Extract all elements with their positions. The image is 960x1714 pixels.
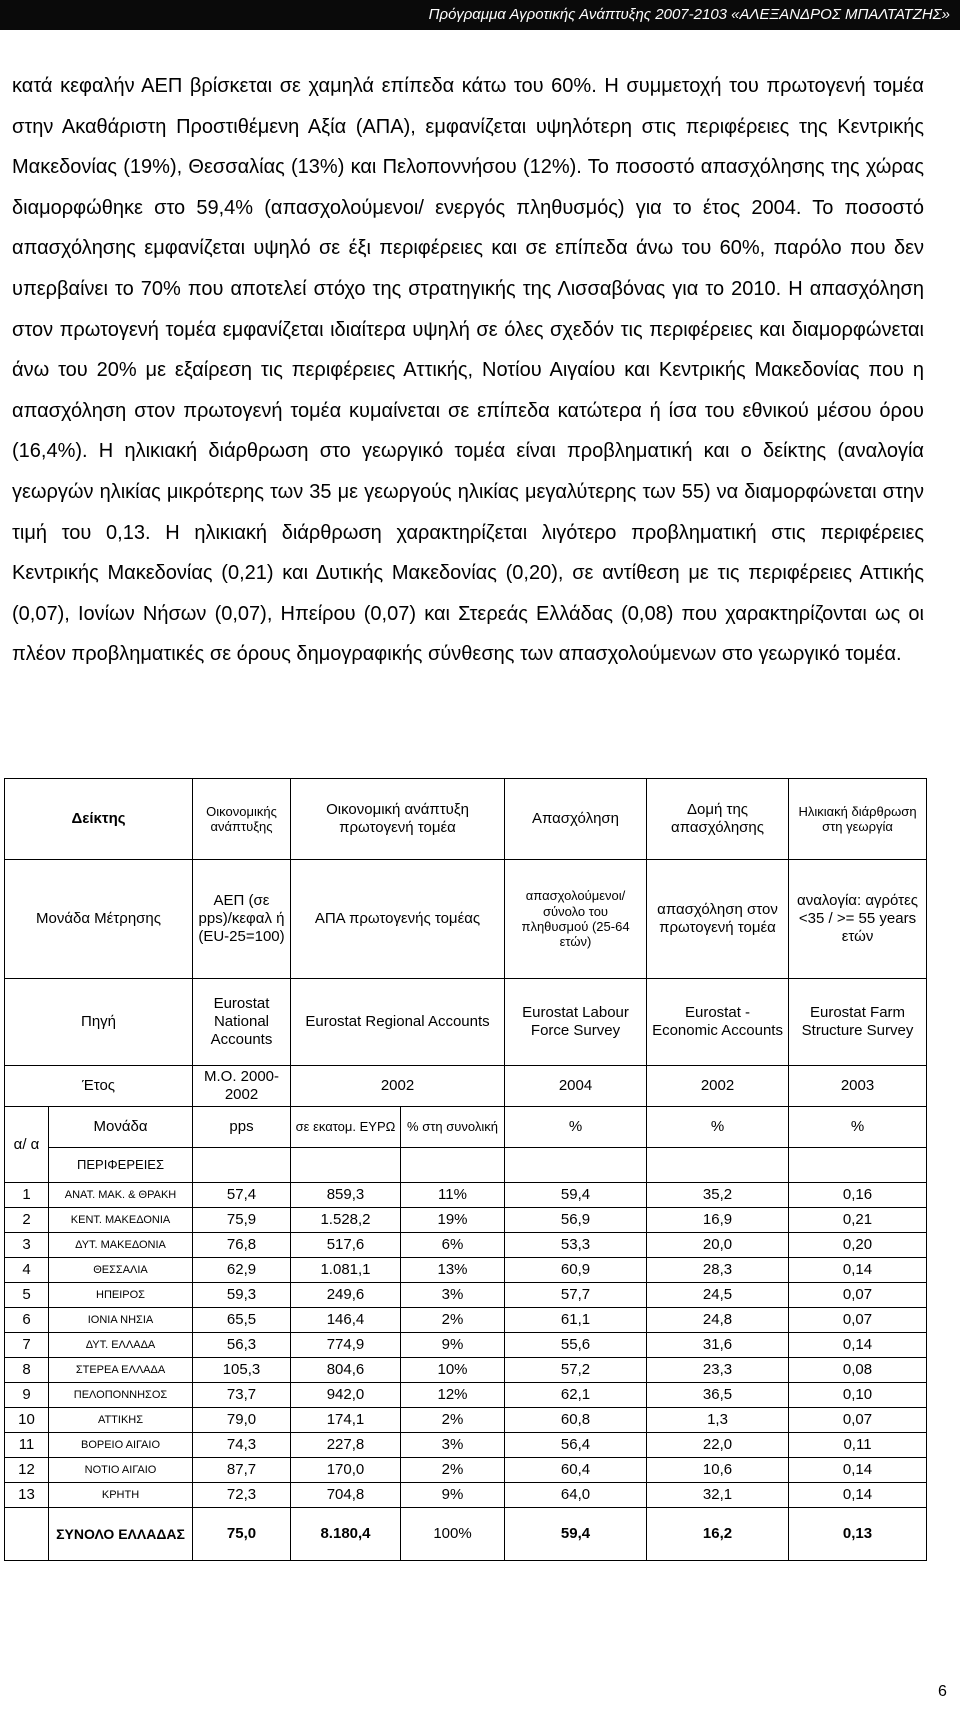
total-label: ΣΥΝΟΛΟ ΕΛΛΑΔΑΣ xyxy=(49,1508,193,1561)
row-index: 10 xyxy=(5,1408,49,1433)
table-row xyxy=(5,1283,927,1308)
page-number: 6 xyxy=(938,1683,947,1700)
c4-unit: % xyxy=(505,1107,647,1148)
c2-unit: σε εκατομ. ΕΥΡΩ xyxy=(291,1107,401,1148)
header-row-source xyxy=(5,979,927,1066)
table-row xyxy=(5,1183,927,1208)
row-v5: 23,3 xyxy=(647,1358,789,1383)
row-v6: 0,14 xyxy=(789,1333,927,1358)
total-v1: 75,0 xyxy=(193,1508,291,1561)
row-region: ΔΥΤ. ΜΑΚΕΔΟΝΙΑ xyxy=(49,1233,193,1258)
header-title: Πρόγραμμα Αγροτικής Ανάπτυξης 2007-2103 «ΑΛΕΞΑΝΔΡΟΣ ΜΠΑΛΤΑΤΖΗΣ» xyxy=(428,6,950,23)
row-region: ΠΕΛΟΠΟΝΝΗΣΟΣ xyxy=(49,1383,193,1408)
row-v6: 0,14 xyxy=(789,1458,927,1483)
label-unit-measure: Μονάδα Μέτρησης xyxy=(5,860,193,979)
empty-cell xyxy=(647,1148,789,1183)
c5-source: Eurostat - Economic Accounts xyxy=(647,979,789,1066)
row-v6: 0,11 xyxy=(789,1433,927,1458)
empty-cell xyxy=(505,1148,647,1183)
regional-indicators-table xyxy=(4,778,927,1561)
row-region: ΗΠΕΙΡΟΣ xyxy=(49,1283,193,1308)
row-v3: 13% xyxy=(401,1258,505,1283)
row-v4: 53,3 xyxy=(505,1233,647,1258)
row-v2: 1.081,1 xyxy=(291,1258,401,1283)
row-v6: 0,07 xyxy=(789,1308,927,1333)
label-regions: ΠΕΡΙΦΕΡΕΙΕΣ xyxy=(49,1148,193,1183)
row-v1: 56,3 xyxy=(193,1333,291,1358)
row-v1: 87,7 xyxy=(193,1458,291,1483)
row-v2: 1.528,2 xyxy=(291,1208,401,1233)
c6-year: 2003 xyxy=(789,1066,927,1107)
row-v4: 57,7 xyxy=(505,1283,647,1308)
row-v5: 28,3 xyxy=(647,1258,789,1283)
row-v5: 32,1 xyxy=(647,1483,789,1508)
row-region: ΙΟΝΙΑ ΝΗΣΙΑ xyxy=(49,1308,193,1333)
row-index: 1 xyxy=(5,1183,49,1208)
row-index: 3 xyxy=(5,1233,49,1258)
row-region: ΑΝΑΤ. ΜΑΚ. & ΘΡΑΚΗ xyxy=(49,1183,193,1208)
row-index: 6 xyxy=(5,1308,49,1333)
row-v1: 59,3 xyxy=(193,1283,291,1308)
c23-source: Eurostat Regional Accounts xyxy=(291,979,505,1066)
c6-source: Eurostat Farm Structure Survey xyxy=(789,979,927,1066)
row-v5: 1,3 xyxy=(647,1408,789,1433)
row-v6: 0,07 xyxy=(789,1408,927,1433)
row-index: 12 xyxy=(5,1458,49,1483)
table-row xyxy=(5,1433,927,1458)
table-row xyxy=(5,1308,927,1333)
c1-source: Eurostat National Accounts xyxy=(193,979,291,1066)
c4-year: 2004 xyxy=(505,1066,647,1107)
row-v4: 62,1 xyxy=(505,1383,647,1408)
row-v1: 76,8 xyxy=(193,1233,291,1258)
c4-source: Eurostat Labour Force Survey xyxy=(505,979,647,1066)
total-v4: 59,4 xyxy=(505,1508,647,1561)
row-v5: 24,5 xyxy=(647,1283,789,1308)
table-row xyxy=(5,1458,927,1483)
row-v3: 2% xyxy=(401,1408,505,1433)
header-row-year xyxy=(5,1066,927,1107)
total-v3: 100% xyxy=(401,1508,505,1561)
row-region: ΒΟΡΕΙΟ ΑΙΓΑΙΟ xyxy=(49,1433,193,1458)
row-v4: 60,4 xyxy=(505,1458,647,1483)
row-v6: 0,21 xyxy=(789,1208,927,1233)
row-v4: 57,2 xyxy=(505,1358,647,1383)
row-v5: 35,2 xyxy=(647,1183,789,1208)
row-region: ΑΤΤΙΚΗΣ xyxy=(49,1408,193,1433)
header-row-unit-measure xyxy=(5,860,927,979)
label-indicator: Δείκτης xyxy=(5,779,193,860)
c6-unit-measure: αναλογία: αγρότες <35 / >= 55 years ετών xyxy=(789,860,927,979)
row-v3: 11% xyxy=(401,1183,505,1208)
row-v1: 72,3 xyxy=(193,1483,291,1508)
row-index: 7 xyxy=(5,1333,49,1358)
row-region: ΝΟΤΙΟ ΑΙΓΑΙΟ xyxy=(49,1458,193,1483)
row-v1: 75,9 xyxy=(193,1208,291,1233)
row-v2: 704,8 xyxy=(291,1483,401,1508)
c1-year: Μ.Ο. 2000-2002 xyxy=(193,1066,291,1107)
row-v1: 57,4 xyxy=(193,1183,291,1208)
row-v6: 0,14 xyxy=(789,1258,927,1283)
c5-unit: % xyxy=(647,1107,789,1148)
row-v1: 62,9 xyxy=(193,1258,291,1283)
row-v1: 105,3 xyxy=(193,1358,291,1383)
c4-unit-measure: απασχολούμενοι/ σύνολο του πληθυσμού (25-64 ετών) xyxy=(505,860,647,979)
row-v2: 170,0 xyxy=(291,1458,401,1483)
row-v2: 774,9 xyxy=(291,1333,401,1358)
row-v3: 2% xyxy=(401,1308,505,1333)
row-v6: 0,20 xyxy=(789,1233,927,1258)
row-v5: 36,5 xyxy=(647,1383,789,1408)
row-v3: 3% xyxy=(401,1433,505,1458)
row-v3: 3% xyxy=(401,1283,505,1308)
empty-cell xyxy=(5,1508,49,1561)
total-v5: 16,2 xyxy=(647,1508,789,1561)
row-v2: 942,0 xyxy=(291,1383,401,1408)
row-v4: 59,4 xyxy=(505,1183,647,1208)
total-v6: 0,13 xyxy=(789,1508,927,1561)
row-v5: 20,0 xyxy=(647,1233,789,1258)
empty-cell xyxy=(291,1148,401,1183)
empty-cell xyxy=(401,1148,505,1183)
empty-cell xyxy=(789,1148,927,1183)
row-v4: 60,9 xyxy=(505,1258,647,1283)
row-v6: 0,14 xyxy=(789,1483,927,1508)
row-v4: 56,9 xyxy=(505,1208,647,1233)
c5-unit-measure: απασχόληση στον πρωτογενή τομέα xyxy=(647,860,789,979)
row-v3: 12% xyxy=(401,1383,505,1408)
row-v3: 6% xyxy=(401,1233,505,1258)
row-v4: 64,0 xyxy=(505,1483,647,1508)
table-total-row xyxy=(5,1508,927,1561)
row-v6: 0,10 xyxy=(789,1383,927,1408)
label-aa: α/ α xyxy=(5,1107,49,1183)
row-v6: 0,08 xyxy=(789,1358,927,1383)
total-v2: 8.180,4 xyxy=(291,1508,401,1561)
row-v2: 227,8 xyxy=(291,1433,401,1458)
row-index: 5 xyxy=(5,1283,49,1308)
row-index: 11 xyxy=(5,1433,49,1458)
row-v4: 60,8 xyxy=(505,1408,647,1433)
row-v3: 19% xyxy=(401,1208,505,1233)
row-v1: 73,7 xyxy=(193,1383,291,1408)
row-v6: 0,16 xyxy=(789,1183,927,1208)
table-row xyxy=(5,1408,927,1433)
header-row-indicator xyxy=(5,779,927,860)
table-row xyxy=(5,1208,927,1233)
row-v2: 804,6 xyxy=(291,1358,401,1383)
c23-year: 2002 xyxy=(291,1066,505,1107)
row-v4: 61,1 xyxy=(505,1308,647,1333)
row-v1: 74,3 xyxy=(193,1433,291,1458)
row-v5: 10,6 xyxy=(647,1458,789,1483)
c23-indicator: Οικονομική ανάπτυξη πρωτογενή τομέα xyxy=(291,779,505,860)
row-index: 4 xyxy=(5,1258,49,1283)
row-region: ΚΕΝΤ. ΜΑΚΕΔΟΝΙΑ xyxy=(49,1208,193,1233)
row-v5: 16,9 xyxy=(647,1208,789,1233)
table-row xyxy=(5,1383,927,1408)
table-row xyxy=(5,1333,927,1358)
row-v2: 249,6 xyxy=(291,1283,401,1308)
row-v2: 146,4 xyxy=(291,1308,401,1333)
header-row-unit xyxy=(5,1107,927,1148)
c6-unit: % xyxy=(789,1107,927,1148)
row-v6: 0,07 xyxy=(789,1283,927,1308)
row-v3: 9% xyxy=(401,1483,505,1508)
table-row xyxy=(5,1258,927,1283)
row-v1: 65,5 xyxy=(193,1308,291,1333)
row-v5: 24,8 xyxy=(647,1308,789,1333)
row-v3: 2% xyxy=(401,1458,505,1483)
c5-indicator: Δομή της απασχόλησης xyxy=(647,779,789,860)
row-region: ΚΡΗΤΗ xyxy=(49,1483,193,1508)
document-header xyxy=(0,0,960,30)
row-index: 2 xyxy=(5,1208,49,1233)
row-index: 9 xyxy=(5,1383,49,1408)
row-v3: 9% xyxy=(401,1333,505,1358)
table-row xyxy=(5,1483,927,1508)
row-region: ΔΥΤ. ΕΛΛΑΔΑ xyxy=(49,1333,193,1358)
table-row xyxy=(5,1358,927,1383)
row-region: ΣΤΕΡΕΑ ΕΛΛΑΔΑ xyxy=(49,1358,193,1383)
row-v2: 517,6 xyxy=(291,1233,401,1258)
c1-unit: pps xyxy=(193,1107,291,1148)
row-v1: 79,0 xyxy=(193,1408,291,1433)
label-unit: Μονάδα xyxy=(49,1107,193,1148)
row-v5: 31,6 xyxy=(647,1333,789,1358)
row-index: 8 xyxy=(5,1358,49,1383)
c6-indicator: Ηλικιακή διάρθρωση στη γεωργία xyxy=(789,779,927,860)
row-index: 13 xyxy=(5,1483,49,1508)
table-row xyxy=(5,1233,927,1258)
label-year: Έτος xyxy=(5,1066,193,1107)
c23-unit-measure: ΑΠΑ πρωτογενής τομέας xyxy=(291,860,505,979)
c5-year: 2002 xyxy=(647,1066,789,1107)
row-v5: 22,0 xyxy=(647,1433,789,1458)
row-v2: 859,3 xyxy=(291,1183,401,1208)
c3-unit: % στη συνολική xyxy=(401,1107,505,1148)
row-region: ΘΕΣΣΑΛΙΑ xyxy=(49,1258,193,1283)
empty-cell xyxy=(193,1148,291,1183)
c1-indicator: Οικονομικής ανάπτυξης xyxy=(193,779,291,860)
row-v4: 55,6 xyxy=(505,1333,647,1358)
header-row-regions xyxy=(5,1148,927,1183)
row-v4: 56,4 xyxy=(505,1433,647,1458)
body-paragraph: κατά κεφαλήν ΑΕΠ βρίσκεται σε χαμηλά επίπεδα κάτω του 60%. Η συμμετοχή του πρωτογενή τομέα στην Ακαθάριστη Προστιθέμενη Αξία (ΑΠΑ), εμφανίζεται υψηλότερη στις περιφέρειες της Κεντρικής Μακεδονίας (19%), Θεσσαλίας (13%) και Πελοποννήσου (12%). Το ποσοστό απασχόλησης της χώρας διαμορφώθηκε στο 59,4% (απασχολούμενοι/ ενεργός πληθυσμός) για το έτος 2004. Το ποσοστό απασχόλησης εμφανίζεται υψηλό σε έξι περιφέρειες και σε επίπεδα άνω του 60%, παρόλο που δεν υπερβαίνει το 70% που αποτελεί στόχο της στρατηγικής της Λισσαβόνας για το 2010. Η απασχόληση στον πρωτογενή τομέα εμφανίζεται ιδιαίτερα υψηλή σε όλες σχεδόν τις περιφέρειες και διαμορφώνεται άνω του 20% με εξαίρεση τις περιφέρειες Αττικής, Νοτίου Αιγαίου και Κεντρικής Μακεδονίας που η απασχόληση στον πρωτογενή τομέα κυμαίνεται σε επίπεδα κατώτερα ή ίσα του εθνικού μέσου όρου (16,4%). Η ηλικιακή διάρθρωση στο γεωργικό τομέα είναι προβληματική και ο δείκτης (αναλογία γεωργών ηλικίας μικρότερης των 35 με γεωργούς ηλικίας μεγαλύτερης των 55) να διαμορφώνεται στην τιμή του 0,13. Η ηλικιακή διάρθρωση χαρακτηρίζεται λιγότερο προβληματική στις περιφέρειες Κεντρικής Μακεδονίας (0,21) και Δυτικής Μακεδονίας (0,20), σε αντίθεση με τις περιφέρειες Αττικής (0,07), Ιονίων Νήσων (0,07), Ηπείρου (0,07) και Στερεάς Ελλάδας (0,08) που χαρακτηρίζονται ως οι πλέον προβληματικές σε όρους δημογραφικής σύνθεσης των απασχολούμενων στο γεωργικό τομέα. xyxy=(12,75,924,666)
row-v3: 10% xyxy=(401,1358,505,1383)
c1-unit-measure: ΑΕΠ (σε pps)/κεφαλ ή (EU-25=100) xyxy=(193,860,291,979)
row-v2: 174,1 xyxy=(291,1408,401,1433)
c4-indicator: Απασχόληση xyxy=(505,779,647,860)
label-source: Πηγή xyxy=(5,979,193,1066)
